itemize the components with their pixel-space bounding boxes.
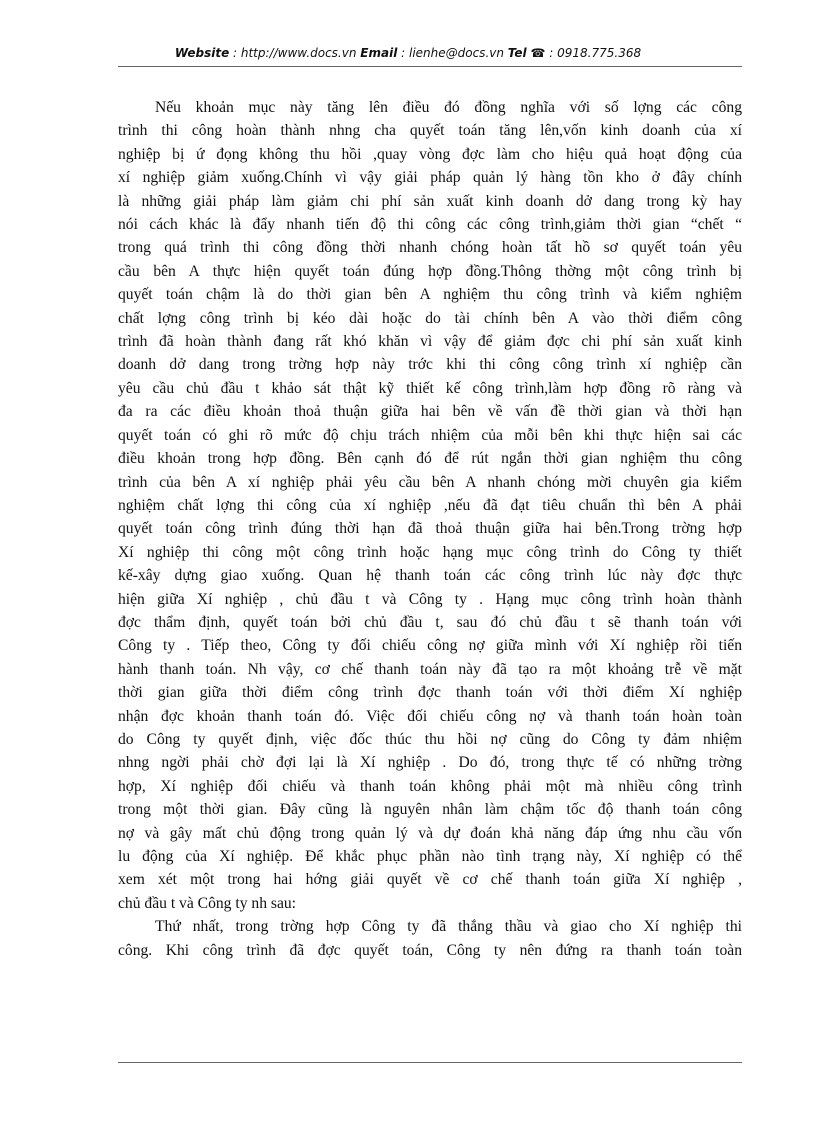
text-line: đa ra các điều khoản thoả thuận giữa hai bên về vấn đề thời gian và thời hạn [118, 403, 742, 421]
text-line: hợp, Xí nghiệp đối chiếu và thanh toán không phải một mà nhiều công trình [118, 777, 742, 795]
text-line: hiện giữa Xí nghiệp , chủ đầu t và Công ty . Hạng mục công trình hoàn thành [118, 590, 742, 608]
text-line: nghiệp bị ứ đọng không thu hồi ,quay vòng đợc làm cho hiệu quả hoạt động của [118, 145, 742, 163]
text-line: doanh dở dang trong trờng hợp này trớc khi thi công công trình xí nghiệp cần [118, 356, 742, 374]
text-line: nhng ngời phải chờ đợi lại là Xí nghiệp . Do đó, trong thực tế có những trờng [118, 754, 742, 772]
tel-value: : 0918.775.368 [545, 46, 642, 60]
text-line: chất lợng công trình bị kéo dài hoặc do tài chính bên A vào thời điểm công [118, 309, 742, 327]
website-value: : http://www.docs.vn [229, 46, 361, 60]
body-text [118, 96, 742, 962]
text-line: cầu bên A thực hiện quyết toán đúng hợp đồng.Thông thờng một công trình bị [118, 262, 742, 280]
text-line: trình đã hoàn thành đang rất khó khăn vì vậy để giảm đợc chi phí sản xuất kinh [118, 333, 742, 351]
text-line: nghiệm chất lợng thi công của xí nghiệp ,nếu đã đạt tiêu chuẩn thì bên A phải [118, 496, 742, 514]
text-line: chủ đầu t và Công ty nh sau: [118, 894, 297, 912]
text-line: thời gian giữa thời điểm công trình đợc thanh toán với thời điểm Xí nghiệp [118, 684, 742, 702]
text-line: do Công ty quyết định, việc đốc thúc thu hồi nợ cũng do Công ty đảm nhiệm [118, 730, 742, 748]
text-line: trình thi công hoàn thành nhng cha quyết toán tăng lên,vốn kinh doanh của xí [118, 122, 742, 140]
text-line: Xí nghiệp thi công một công trình hoặc hạng mục công trình do Công ty thiết [118, 543, 742, 561]
page-header [0, 46, 816, 60]
text-line: nói cách khác là đẩy nhanh tiến độ thi công các công trình,giảm thời gian “chết “ [118, 216, 742, 234]
text-line: quyết toán công trình đúng thời hạn đã thoả thuận giữa hai bên.Trong trờng hợp [118, 520, 742, 538]
header-divider [118, 66, 742, 67]
text-line: xí nghiệp giảm xuống.Chính vì vậy giải pháp quản lý hàng tồn kho ở đây chính [118, 169, 742, 187]
text-line: điều khoản trong hợp đồng. Bên cạnh đó để rút ngắn thời gian nghiệm thu công [118, 450, 742, 468]
text-line: Thứ nhất, trong trờng hợp Công ty đã thắng thầu và giao cho Xí nghiệp thi [155, 918, 742, 936]
text-line: lu động của Xí nghiệp. Để khắc phục phần nào tình trạng này, Xí nghiệp có thể [118, 848, 742, 865]
text-line: đợc thẩm định, quyết toán bởi chủ đầu t, sau đó chủ đầu t sẽ thanh toán với [118, 613, 742, 631]
text-line: xem xét một trong hai hớng giải quyết về cơ chế thanh toán giữa Xí nghiệp , [118, 871, 742, 889]
text-line: Nếu khoản mục này tăng lên điều đó đồng nghĩa với số lợng các công [155, 99, 742, 116]
email-label: Email [360, 46, 398, 60]
text-line: nợ và gây mất chủ động trong quản lý và dự đoán khả năng đáp ứng nhu cầu vốn [118, 824, 742, 842]
text-line: nhận đợc khoản thanh toán đó. Việc đối chiếu công nợ và thanh toán hoàn toàn [118, 707, 742, 725]
text-line: quyết toán chậm là do thời gian bên A nghiệm thu công trình và kiểm nghiệm [118, 286, 742, 304]
phone-icon: ☎ [530, 46, 546, 60]
paragraph-2 [118, 915, 742, 962]
tel-label: Tel [507, 46, 527, 60]
text-line: hành thanh toán. Nh vậy, cơ chế thanh toán này đã tạo ra một khoảng trễ về mặt [118, 660, 742, 678]
paragraph-1 [118, 96, 742, 915]
website-label: Website [174, 46, 230, 60]
text-line: trình của bên A xí nghiệp phải yêu cầu bên A nhanh chóng mời chuyên gia kiểm [118, 473, 742, 491]
text-line: trong quá trình thi công đồng thời nhanh chóng hoàn tất hồ sơ quyết toán yêu [118, 239, 742, 257]
text-line: Công ty . Tiếp theo, Công ty đối chiếu công nợ giữa mình với Xí nghiệp rồi tiến [118, 637, 742, 655]
text-line: yêu cầu chủ đầu t khảo sát thật kỹ thiết kế công trình,làm hợp đồng rõ ràng và [118, 379, 742, 397]
footer-divider [118, 1062, 742, 1063]
text-line: trong một thời gian. Đây cũng là nguyên nhân làm chậm tốc độ thanh toán công [118, 801, 742, 819]
text-line: là những giải pháp làm giảm chi phí sản xuất kinh doanh dở dang trong kỳ hay [118, 192, 742, 210]
text-line: kế-xây dựng giao xuống. Quan hệ thanh toán các công trình lúc này đợc thực [118, 567, 742, 585]
text-line: công. Khi công trình đã đợc quyết toán, Công ty nên đứng ra thanh toán toàn [118, 941, 742, 959]
email-value: : lienhe@docs.vn [397, 46, 508, 60]
text-line: quyết toán có ghi rõ mức độ chịu trách nhiệm của mỗi bên khi thực hiện sai các [118, 426, 742, 444]
